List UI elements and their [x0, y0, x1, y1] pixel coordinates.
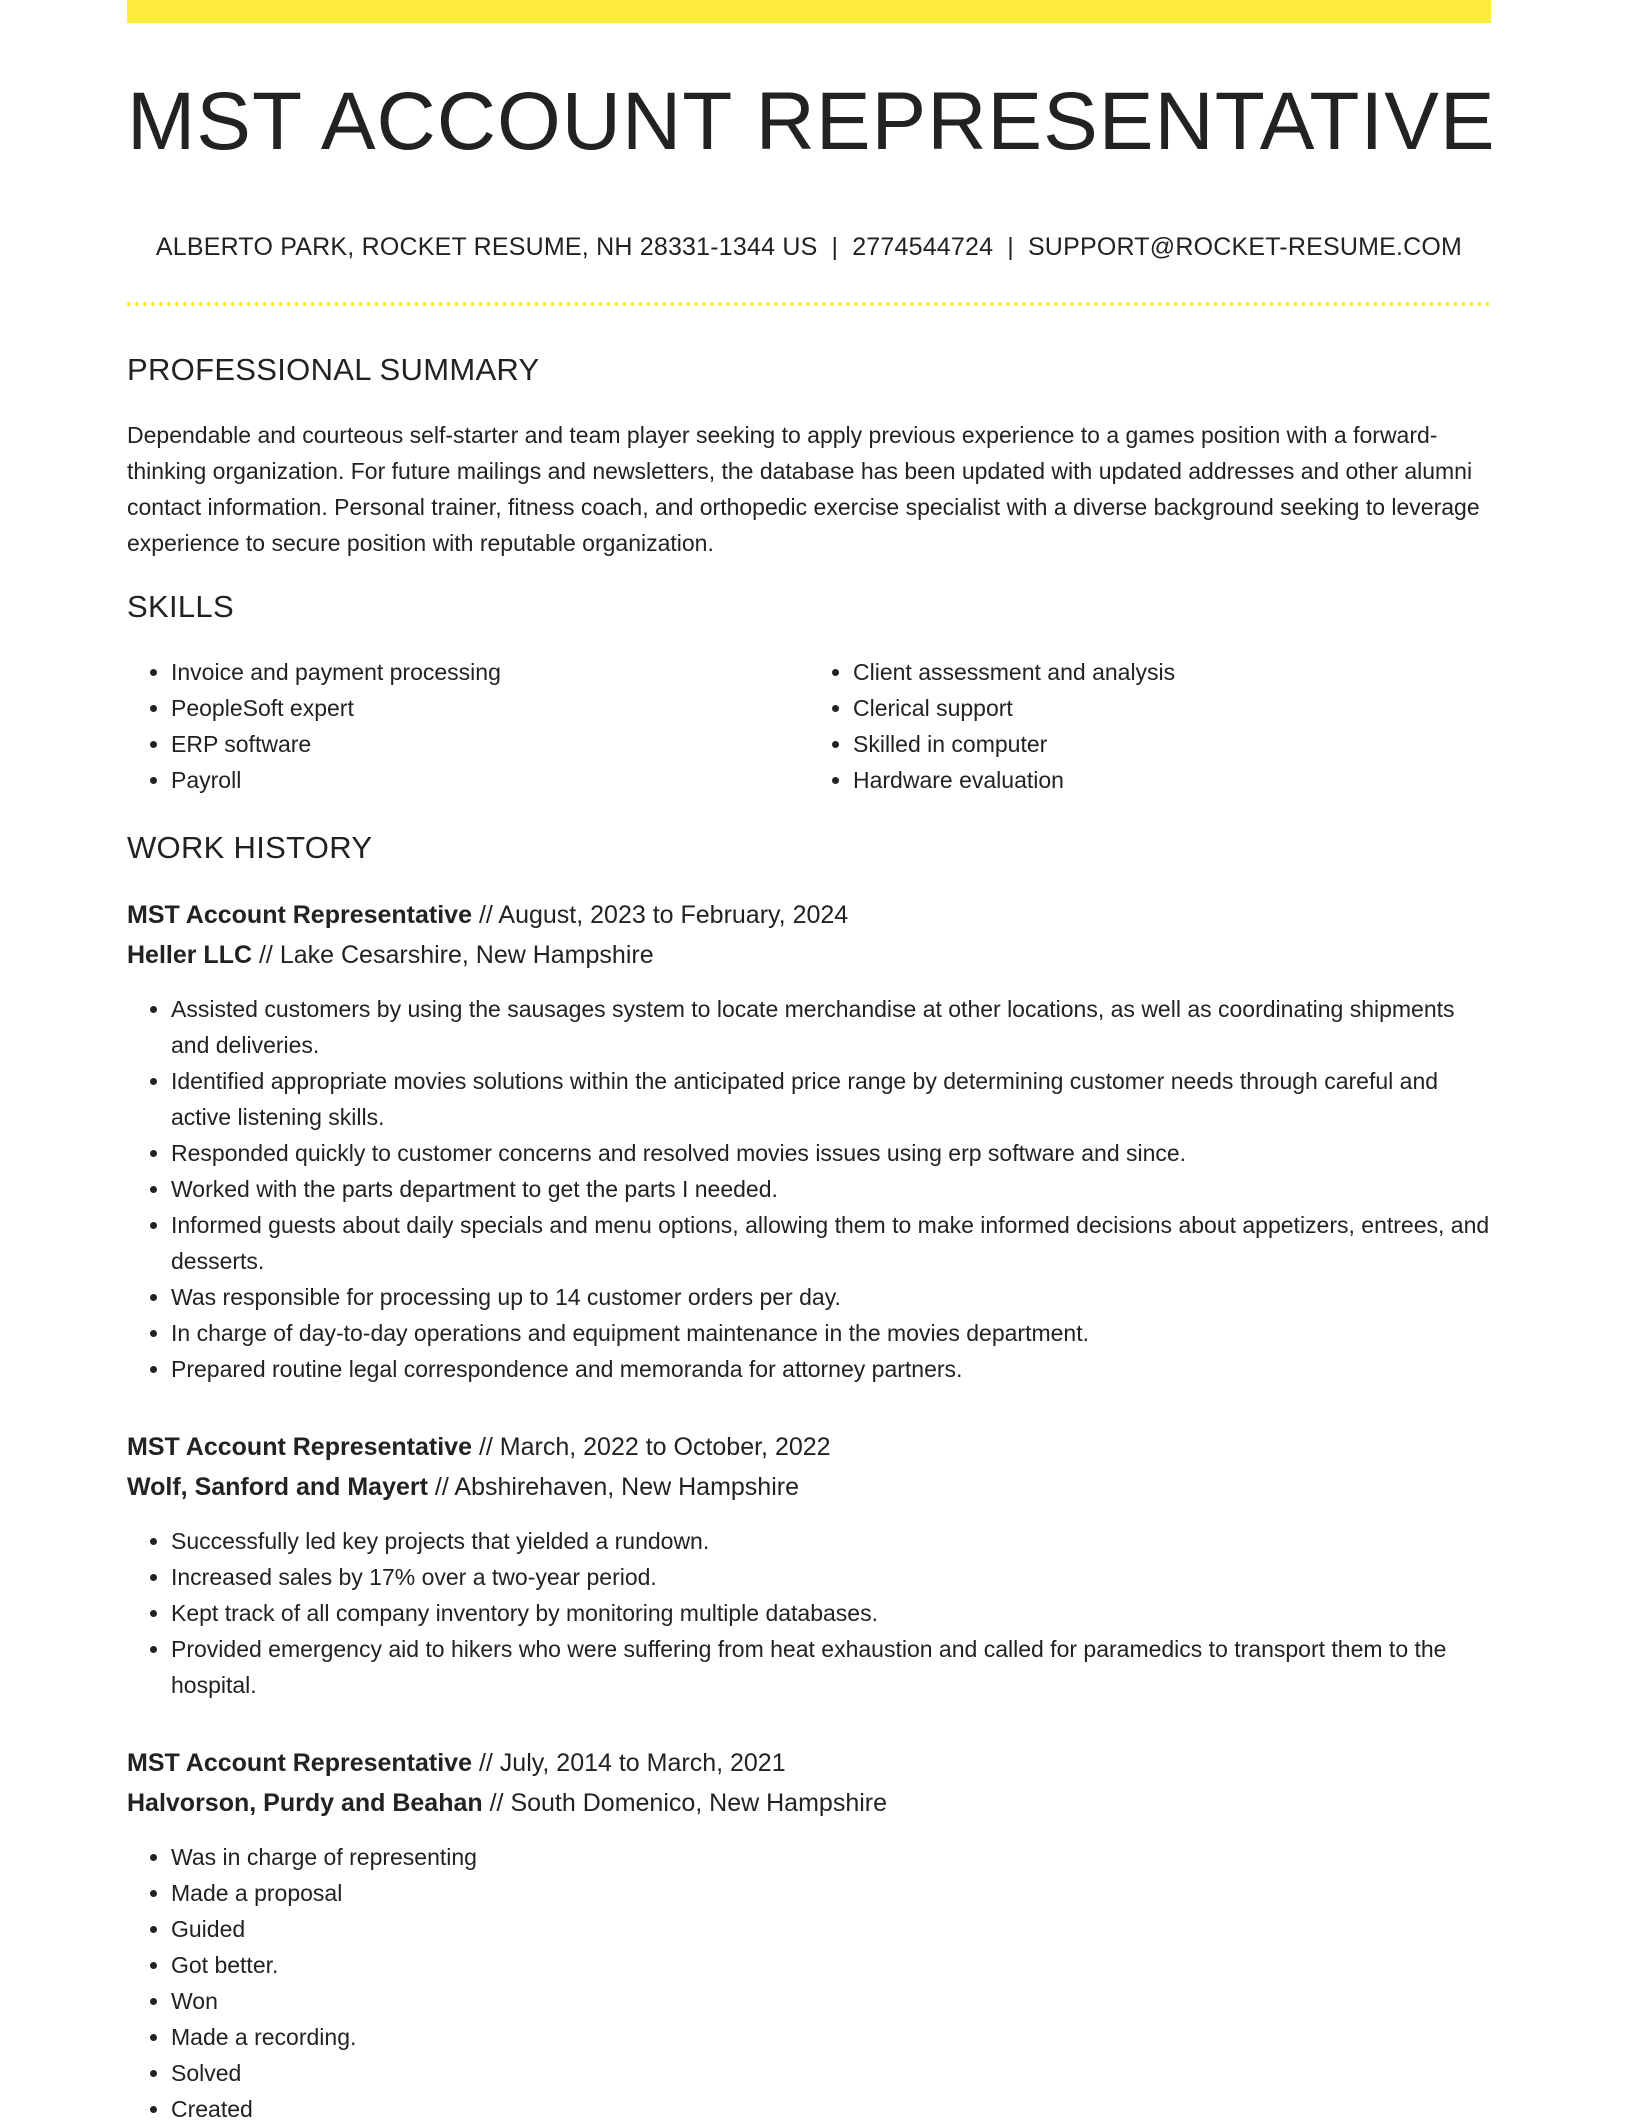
job-bullet: • Responded quickly to customer concerns and resolved movies issues using erp software and since.: [171, 1135, 1491, 1171]
job-separator: //: [489, 1789, 504, 1817]
job-bullet: • Informed guests about daily specials and menu options, allowing them to make informed decisions about appetizers, entrees, and desserts.: [171, 1207, 1491, 1279]
skills-list: [127, 654, 1491, 798]
job-bullet: • Assisted customers by using the sausages system to locate merchandise at other locations, as well as coordinating shipments and deliveries.: [171, 991, 1491, 1063]
contact-phone: 2774544724: [852, 233, 994, 261]
job-bullet: • In charge of day-to-day operations and equipment maintenance in the movies department.: [171, 1315, 1491, 1351]
skill-item: • Clerical support: [853, 690, 1491, 726]
accent-top-bar: [127, 0, 1491, 23]
contact-separator: |: [831, 233, 839, 261]
job-bullet: • Got better.: [171, 1947, 1491, 1983]
job-company-line: [127, 1783, 1491, 1823]
job-separator: //: [434, 1473, 449, 1501]
job-bullet: • Identified appropriate movies solutions within the anticipated price range by determining customer needs through careful and active listening skills.: [171, 1063, 1491, 1135]
skill-item: • Payroll: [171, 762, 809, 798]
job-company-line: [127, 935, 1491, 975]
contact-email: SUPPORT@ROCKET-RESUME.COM: [1027, 233, 1463, 261]
job-bullet: • Won: [171, 1983, 1491, 2019]
job-title-line: [127, 1743, 1491, 1783]
skills-column-right: [809, 654, 1491, 798]
skills-column-left: [127, 654, 809, 798]
job-separator: //: [258, 941, 273, 969]
job-title: MST Account Representative: [127, 1433, 472, 1461]
job-dates: March, 2022 to October, 2022: [499, 1433, 831, 1461]
job-company-line: [127, 1467, 1491, 1507]
job-company: Halvorson, Purdy and Beahan: [127, 1789, 483, 1817]
job-separator: //: [478, 1749, 493, 1777]
job-bullets: [127, 991, 1491, 1387]
contact-separator: |: [1007, 233, 1014, 261]
job-bullet: • Was responsible for processing up to 14 customer orders per day.: [171, 1279, 1491, 1315]
job-bullet: • Guided: [171, 1911, 1491, 1947]
job-bullet: • Made a recording.: [171, 2019, 1491, 2055]
job-bullet: • Solved: [171, 2055, 1491, 2091]
job-separator: //: [478, 901, 493, 929]
job-bullet: • Successfully led key projects that yielded a rundown.: [171, 1523, 1491, 1559]
job-location: South Domenico, New Hampshire: [510, 1789, 888, 1817]
resume-page: [127, 0, 1496, 2127]
contact-address: ALBERTO PARK, ROCKET RESUME, NH 28331-1344 US: [155, 233, 818, 261]
skill-item: • Hardware evaluation: [853, 762, 1491, 798]
job-entry: [127, 895, 1491, 1387]
job-bullets: [127, 1523, 1491, 1703]
job-bullet: • Worked with the parts department to get the parts I needed.: [171, 1171, 1491, 1207]
job-dates: August, 2023 to February, 2024: [498, 901, 849, 929]
job-separator: //: [478, 1433, 493, 1461]
job-bullet: • Prepared routine legal correspondence and memoranda for attorney partners.: [171, 1351, 1491, 1387]
summary-heading: PROFESSIONAL SUMMARY: [127, 352, 540, 387]
job-title: MST Account Representative: [127, 901, 472, 929]
job-location: Abshirehaven, New Hampshire: [454, 1473, 799, 1501]
job-location: Lake Cesarshire, New Hampshire: [279, 941, 654, 969]
job-title-line: [127, 895, 1491, 935]
page-title: MST ACCOUNT REPRESENTATIVE: [127, 76, 1496, 167]
job-dates: July, 2014 to March, 2021: [499, 1749, 786, 1777]
skill-item: • Client assessment and analysis: [853, 654, 1491, 690]
job-bullet: • Made a proposal: [171, 1875, 1491, 1911]
job-bullet: • Was in charge of representing: [171, 1839, 1491, 1875]
skill-item: • Invoice and payment processing: [171, 654, 809, 690]
job-company: Wolf, Sanford and Mayert: [127, 1473, 428, 1501]
dotted-divider: [127, 302, 1491, 306]
skill-item: • PeopleSoft expert: [171, 690, 809, 726]
job-title-line: [127, 1427, 1491, 1467]
job-bullets: [127, 1839, 1491, 2127]
summary-text: Dependable and courteous self-starter and team player seeking to apply previous experience to a games position with a forward-thinking organization. For future mailings and newsletters, the database has been updated with updated addresses and other alumni contact information. Personal trainer, fitness coach, and orthopedic exercise specialist with a diverse background seeking to leverage experience to secure position with reputable organization.: [127, 422, 1480, 556]
job-company: Heller LLC: [127, 941, 253, 969]
work-history-heading: WORK HISTORY: [127, 830, 373, 865]
contact-line: [127, 233, 1491, 262]
job-entry: [127, 1743, 1491, 2127]
job-entry: [127, 1427, 1491, 1703]
job-bullet: • Provided emergency aid to hikers who were suffering from heat exhaustion and called for paramedics to transport them to the hospital.: [171, 1631, 1491, 1703]
skills-heading: SKILLS: [127, 589, 234, 624]
skill-item: • Skilled in computer: [853, 726, 1491, 762]
job-bullet: • Increased sales by 17% over a two-year period.: [171, 1559, 1491, 1595]
job-bullet: • Created: [171, 2091, 1491, 2127]
job-bullet: • Kept track of all company inventory by monitoring multiple databases.: [171, 1595, 1491, 1631]
job-title: MST Account Representative: [127, 1749, 472, 1777]
skill-item: • ERP software: [171, 726, 809, 762]
